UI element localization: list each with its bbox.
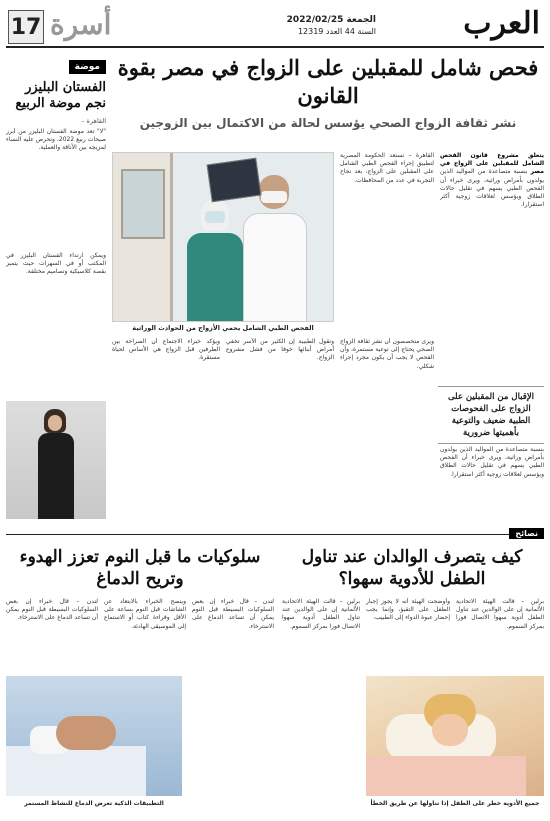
newspaper-logo: العرب [463, 6, 540, 41]
sleep-headline: سلوكيات ما قبل النوم تعزز الهدوء وتريح الدماغ [19, 547, 261, 589]
sidebar-title: الفستان البليزر نجم موضة الربيع [15, 80, 106, 111]
sleep-photo-caption: التطبيقات الذكية تعرض الدماغ للنشاط المستمر [24, 800, 164, 807]
door-window [121, 169, 165, 239]
main-column-5: ويؤكد خبراء الاجتماع أن الصراحة بين الطرفين قبل الزواج هي الأساس لحياة مستقرة. [112, 338, 220, 362]
main-column-4: وتقول الطبيبة إن الكثير من الأسر تخفي أمراض أبنائها خوفا من فشل مشروع الزواج. [226, 338, 334, 362]
sleep-column-1: لندن – قال خبراء إن بعض السلوكيات البسيطة قبل النوم يمكن أن تساعد الدماغ على الاسترخاء. [192, 598, 274, 630]
sidebar-section-label: موضة [69, 60, 106, 74]
xray-film [207, 158, 262, 203]
masthead [6, 6, 544, 48]
child-face [432, 714, 468, 746]
sleeping-man [56, 716, 116, 750]
issue-number: السنة 44 العدد 12319 [297, 27, 376, 36]
doctor-mask [261, 191, 287, 203]
main-subhead: نشر ثقافة الزواج الصحي يؤسس لحالة من الاكتمال بين الزوجين [139, 116, 517, 130]
blazer-dress-photo [6, 401, 106, 519]
main-column-2: القاهرة – تستعد الحكومة المصرية لتطبيق إجراء الفحص الطبي الشامل على المقبلين على الزواج، بعد نجاح التجربة في عدد من المحافظات. [340, 152, 434, 184]
child-medicine-headline: كيف يتصرف الوالدان عند تناول الطفل للأدوية سهوا؟ [301, 547, 523, 589]
sleeping-child-photo [366, 676, 544, 796]
tips-section-label: نصائح [509, 528, 544, 539]
main-photo-caption: الفحص الطبي الشامل يحمي الأزواج من الحوادث الوراثية [132, 324, 314, 332]
main-column-1 [440, 152, 544, 380]
sleep-column-2: وينصح الخبراء بالابتعاد عن الشاشات قبل النوم بساعة على الأقل وقراءة كتاب أو الاستماع إلى الموسيقى الهادئة. [104, 598, 186, 630]
child-medicine-column-2: وأوضحت الهيئة أنه لا يجوز إجبار الطفل على التقيؤ، وإنما يجب إحضار عبوة الدواء إلى الطبيب. [366, 598, 450, 622]
child-medicine-column-3: برلين – قالت الهيئة الاتحادية الألمانية إن على الوالدين عند تناول الطفل أدوية سهوا الاتصال فورا بمركز السموم. [282, 598, 360, 630]
child-medicine-column-1: برلين – قالت الهيئة الاتحادية الألمانية إن على الوالدين عند تناول الطفل أدوية سهوا الاتصال فورا بمركز السموم. [456, 598, 544, 630]
page-number: 17 [8, 10, 44, 44]
sidebar-body: "لا" تعد موضة الفستان البليزر من أبرز صيحات ربيع 2022، وتحرص عليه النساء لمزيجه بين الأناقة والعملية. [6, 128, 106, 152]
sleep-column-3: لندن – قال خبراء إن بعض السلوكيات البسيطة قبل النوم يمكن أن تساعد الدماغ على الاسترخاء. [6, 598, 98, 622]
sidebar-byline: القاهرة – [81, 117, 106, 125]
issue-info [287, 14, 376, 38]
model-face [48, 415, 62, 431]
issue-date: الجمعة 2022/02/25 [286, 15, 376, 25]
child-photo-caption: جميع الأدوية خطر على الطفل إذا تناولها عن طريق الخطأ [370, 800, 540, 807]
nurse-uniform [187, 233, 243, 322]
main-lead: يتعلق مشروع قانون الفحص الشامل للمقبلين على الزواج في مصر [440, 152, 544, 176]
bed [6, 746, 146, 796]
blanket [366, 756, 526, 796]
main-column-6: بنسبة متصاعدة من المواليد الذين يولدون بأمراض وراثية، ويرى خبراء أن الفحص الطبي يسهم في تقليل حالات الطلاق ويؤسس لعلاقات زوجية أكثر استقرارا. [440, 446, 544, 478]
sidebar-body-2: ويمكن ارتداء الفستان البليزر في المكتب أو في السهرات حيث يتميز بقصة كلاسيكية وتصاميم مختلفة. [6, 252, 106, 276]
main-column-3: ويرى متخصصون أن نشر ثقافة الزواج الصحي يحتاج إلى توعية مستمرة، وأن الفحص لا يجب أن يكون مجرد إجراء شكلي. [340, 338, 434, 370]
doctors-photo [112, 152, 334, 322]
section-name: أسرة [50, 8, 112, 41]
sidebar-article [6, 54, 106, 519]
blazer-dress [38, 433, 74, 519]
section-divider [6, 534, 544, 535]
sleeping-man-photo [6, 676, 182, 796]
pull-quote: الإقبال من المقبلين على الزواج على الفحوصات الطبية ضعيف والتوعية بأهميتها ضرورية [438, 386, 544, 444]
main-article-header [112, 54, 544, 130]
main-headline: فحص شامل للمقبلين على الزواج في مصر بقوة القانون [117, 55, 539, 108]
doctor-coat [243, 213, 307, 322]
door [113, 153, 173, 322]
main-column-1-text: بنسبة متصاعدة من المواليد الذين يولدون بأمراض وراثية، ويرى خبراء أن الفحص الطبي يسهم في تقليل حالات الطلاق ويؤسس لعلاقات زوجية أكثر استقرارا. [440, 168, 544, 209]
nurse-mask [205, 211, 225, 223]
